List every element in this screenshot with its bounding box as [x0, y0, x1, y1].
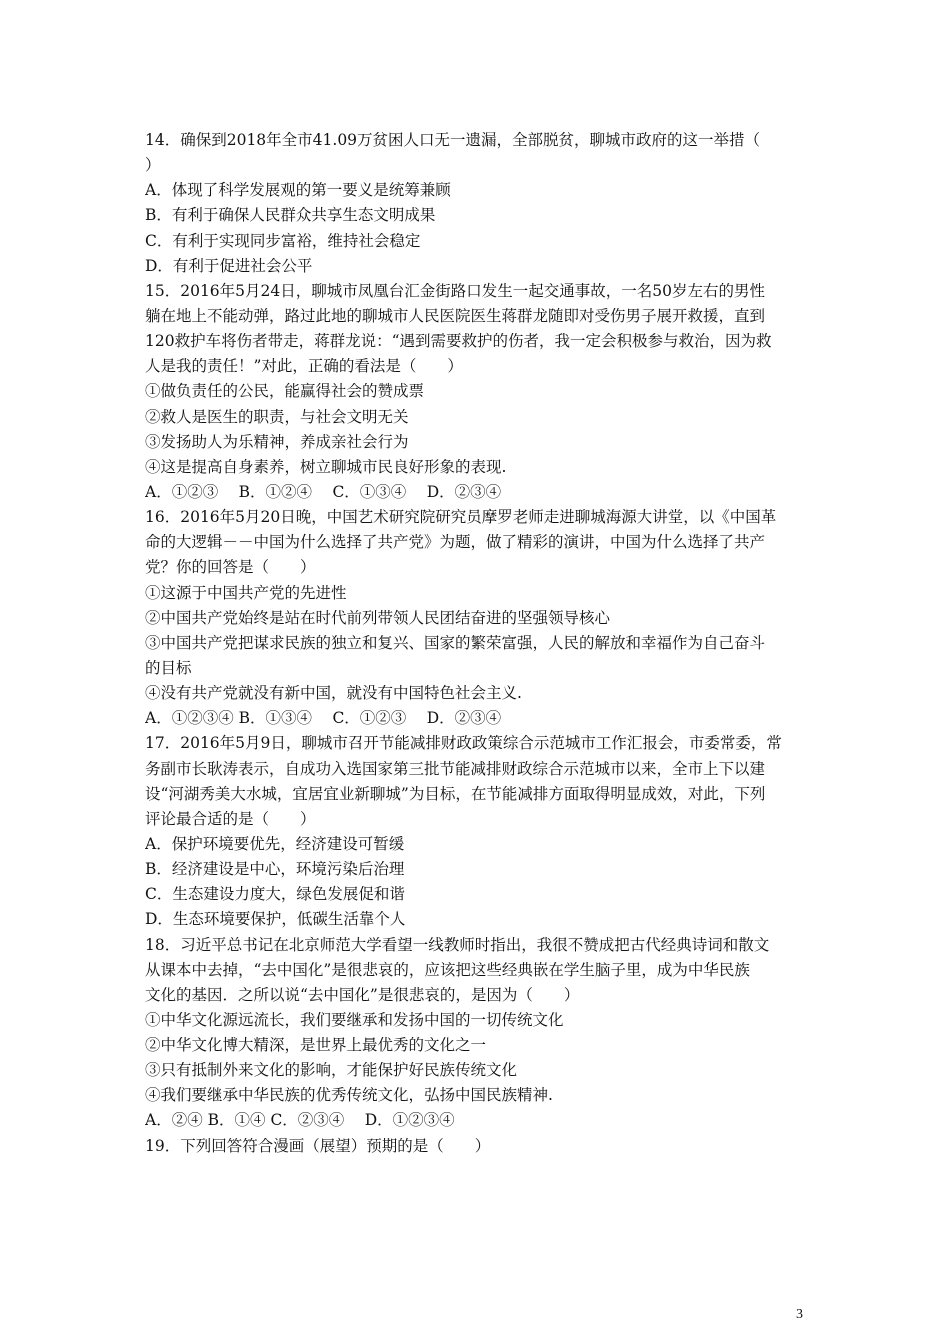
text-line: 务副市长耿涛表示，自成功入选国家第三批节能减排财政综合示范城市以来，全市上下以建 — [145, 759, 766, 778]
text-line: 18．习近平总书记在北京师范大学看望一线教师时指出，我很不赞成把古代经典诗词和散文 — [145, 935, 770, 954]
page-number: 3 — [796, 1307, 803, 1322]
text-line: ①做负责任的公民，能赢得社会的赞成票 — [145, 382, 425, 401]
text-line: 躺在地上不能动弹，路过此地的聊城市人民医院医生蒋群龙随即对受伤男子展开救援，直到 — [145, 306, 766, 325]
text-line: D．生态环境要保护，低碳生活靠个人 — [145, 910, 406, 929]
text-line: 14．确保到2018年全市41.09万贫困人口无一遗漏，全部脱贫，聊城市政府的这一举措（ — [145, 131, 761, 149]
text-line: ③中国共产党把谋求民族的独立和复兴、国家的繁荣富强，人民的解放和幸福作为自己奋斗 — [145, 633, 766, 652]
text-line: ①这源于中国共产党的先进性 — [145, 583, 347, 602]
text-line: 的目标 — [145, 658, 192, 677]
text-line: 16．2016年5月20日晚，中国艺术研究院研究员摩罗老师走进聊城海源大讲堂，以《中国革 — [145, 508, 777, 527]
text-line: A．①②③④ B．①③④ C．①②③ D．②③④ — [145, 709, 502, 728]
text-line: C．有利于实现同步富裕，维持社会稳定 — [145, 231, 421, 250]
text-line: B．经济建设是中心，环境污染后治理 — [145, 860, 405, 879]
text-line: ②救人是医生的职责，与社会文明无关 — [145, 407, 409, 426]
text-line: ①中华文化源远流长，我们要继承和发扬中国的一切传统文化 — [145, 1010, 564, 1029]
text-line: ③只有抵制外来文化的影响，才能保护好民族传统文化 — [145, 1061, 518, 1080]
text-line: ④这是提高自身素养，树立聊城市民良好形象的表现. — [145, 457, 507, 476]
text-line: ） — [145, 156, 161, 175]
text-line: 120救护车将伤者带走，蒋群龙说：“遇到需要救护的伤者，我一定会积极参与救治，因为救 — [145, 332, 772, 351]
text-line: ④我们要继承中华民族的优秀传统文化，弘扬中国民族精神. — [145, 1086, 553, 1105]
text-line: A．体现了科学发展观的第一要义是统筹兼顾 — [145, 181, 451, 200]
text-line: 文化的基因．之所以说“去中国化”是很悲哀的，是因为（ ） — [145, 985, 580, 1004]
text-line: ②中国共产党始终是站在时代前列带领人民团结奋进的坚强领导核心 — [145, 608, 611, 627]
text-line: 评论最合适的是（ ） — [145, 809, 316, 828]
text-line: 19．下列回答符合漫画（展望）预期的是（ ） — [145, 1136, 491, 1155]
text-line: C．生态建设力度大，绿色发展促和谐 — [145, 885, 405, 904]
text-line: 人是我的责任！”对此，正确的看法是（ ） — [145, 357, 463, 376]
text-line: B．有利于确保人民群众共享生态文明成果 — [145, 206, 436, 225]
text-line: D．有利于促进社会公平 — [145, 256, 313, 275]
text-line: ④没有共产党就没有新中国，就没有中国特色社会主义. — [145, 684, 522, 703]
text-line: ②中华文化博大精深，是世界上最优秀的文化之一 — [145, 1036, 487, 1055]
text-line: 命的大逻辑－－中国为什么选择了共产党》为题，做了精彩的演讲，中国为什么选择了共产 — [145, 533, 766, 552]
question-text — [145, 128, 815, 1159]
text-line: 党？你的回答是（ ） — [145, 558, 316, 577]
text-line: A．②④ B．①④ C．②③④ D．①②③④ — [145, 1111, 455, 1130]
text-line: ③发扬助人为乐精神，养成亲社会行为 — [145, 432, 409, 451]
text-line: 17．2016年5月9日，聊城市召开节能减排财政政策综合示范城市工作汇报会，市委常委，常 — [145, 734, 782, 753]
text-line: 从课本中去掉，“去中国化”是很悲哀的，应该把这些经典嵌在学生脑子里，成为中华民族 — [145, 960, 750, 979]
text-line: A．保护环境要优先，经济建设可暂缓 — [145, 834, 405, 853]
text-line: 15．2016年5月24日，聊城市凤凰台汇金街路口发生一起交通事故，一名50岁左右的男性 — [145, 281, 765, 300]
text-line: A．①②③ B．①②④ C．①③④ D．②③④ — [145, 482, 502, 501]
text-line: 设“河湖秀美大水城，宜居宜业新聊城”为目标，在节能减排方面取得明显成效，对此，下列 — [145, 784, 766, 803]
